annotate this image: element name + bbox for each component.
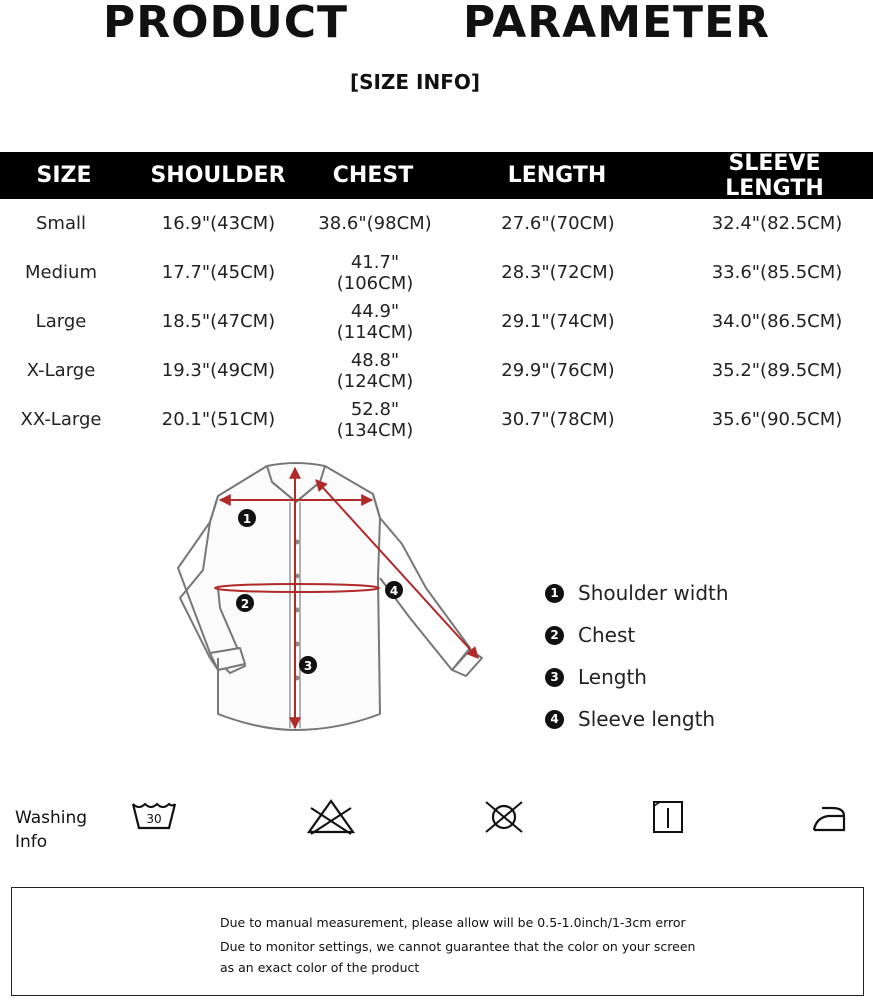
table-row [0,248,873,297]
legend-label: Chest [578,623,636,647]
cell-chest: 38.6"(98CM) [318,213,432,234]
cell-sleeve-length: 33.6"(85.5CM) [711,262,843,283]
cell-size: Small [36,213,86,234]
col-shoulder: SHOULDER [150,163,286,188]
cell-size: Large [35,311,87,332]
cell-shoulder: 17.7"(45CM) [161,262,276,283]
legend-number: 1 [545,584,564,603]
washing-info-label [15,806,105,854]
col-size: SIZE [36,163,92,188]
disclaimer-line-2: Due to monitor settings, we cannot guarantee that the color on your screen [220,939,696,954]
legend-number: 2 [545,626,564,645]
marker-4: 4 [389,584,399,598]
cell-size: XX-Large [20,409,102,430]
legend-item-length [545,656,865,698]
legend-number: 3 [545,668,564,687]
size-info-subtitle: [SIZE INFO] [349,70,481,94]
drip-dry-icon [652,798,684,836]
marker-1: 1 [242,512,252,526]
iron-icon [810,798,848,836]
col-length: LENGTH [507,163,607,188]
wash-temp: 30 [146,812,162,826]
table-header [0,152,873,199]
size-table [0,152,873,444]
shirt-measurement-diagram [170,458,490,740]
cell-chest: 44.9"(114CM) [336,300,414,343]
cell-sleeve-length: 34.0"(86.5CM) [711,311,843,332]
legend-number: 4 [545,710,564,729]
page-title: PRODUCT PARAMETER [102,0,771,48]
legend-item-shoulder [545,572,865,614]
cell-length: 29.1"(74CM) [501,311,615,332]
cell-chest: 48.8"(124CM) [336,349,414,392]
legend-item-sleeve [545,698,865,740]
table-row [0,395,873,444]
col-chest: CHEST [332,163,414,188]
washing-label-line1: Washing [15,808,88,828]
cell-shoulder: 16.9"(43CM) [161,213,276,234]
cell-chest: 41.7"(106CM) [336,251,414,294]
legend-label: Shoulder width [578,581,729,605]
cell-size: Medium [25,262,97,283]
col-sleeve-length: SLEEVE LENGTH [725,150,824,201]
cell-sleeve-length: 32.4"(82.5CM) [711,213,843,234]
cell-shoulder: 20.1"(51CM) [161,409,276,430]
table-row [0,297,873,346]
cell-length: 30.7"(78CM) [501,409,615,430]
cell-shoulder: 18.5"(47CM) [161,311,276,332]
cell-chest: 52.8"(134CM) [336,398,414,441]
cell-sleeve-length: 35.2"(89.5CM) [711,360,843,381]
wash-30-icon [131,798,177,834]
measurement-legend [545,572,865,740]
legend-item-chest [545,614,865,656]
shirt-outline [178,463,482,730]
no-bleach-icon [306,798,356,836]
disclaimer-box [11,887,864,996]
legend-label: Sleeve length [578,707,716,731]
no-tumble-dry-icon [482,798,526,836]
table-row [0,346,873,395]
disclaimer-line-3: as an exact color of the product [220,960,420,975]
cell-shoulder: 19.3"(49CM) [161,360,276,381]
cell-size: X-Large [26,360,96,381]
cell-length: 29.9"(76CM) [501,360,615,381]
marker-3: 3 [303,659,313,673]
cell-sleeve-length: 35.6"(90.5CM) [711,409,843,430]
cell-length: 28.3"(72CM) [501,262,615,283]
legend-label: Length [578,665,647,689]
cell-length: 27.6"(70CM) [501,213,615,234]
washing-label-line2: Info [15,832,48,852]
table-row [0,199,873,248]
disclaimer-line-1: Due to manual measurement, please allow will be 0.5-1.0inch/1-3cm error [220,915,686,930]
marker-2: 2 [240,597,250,611]
